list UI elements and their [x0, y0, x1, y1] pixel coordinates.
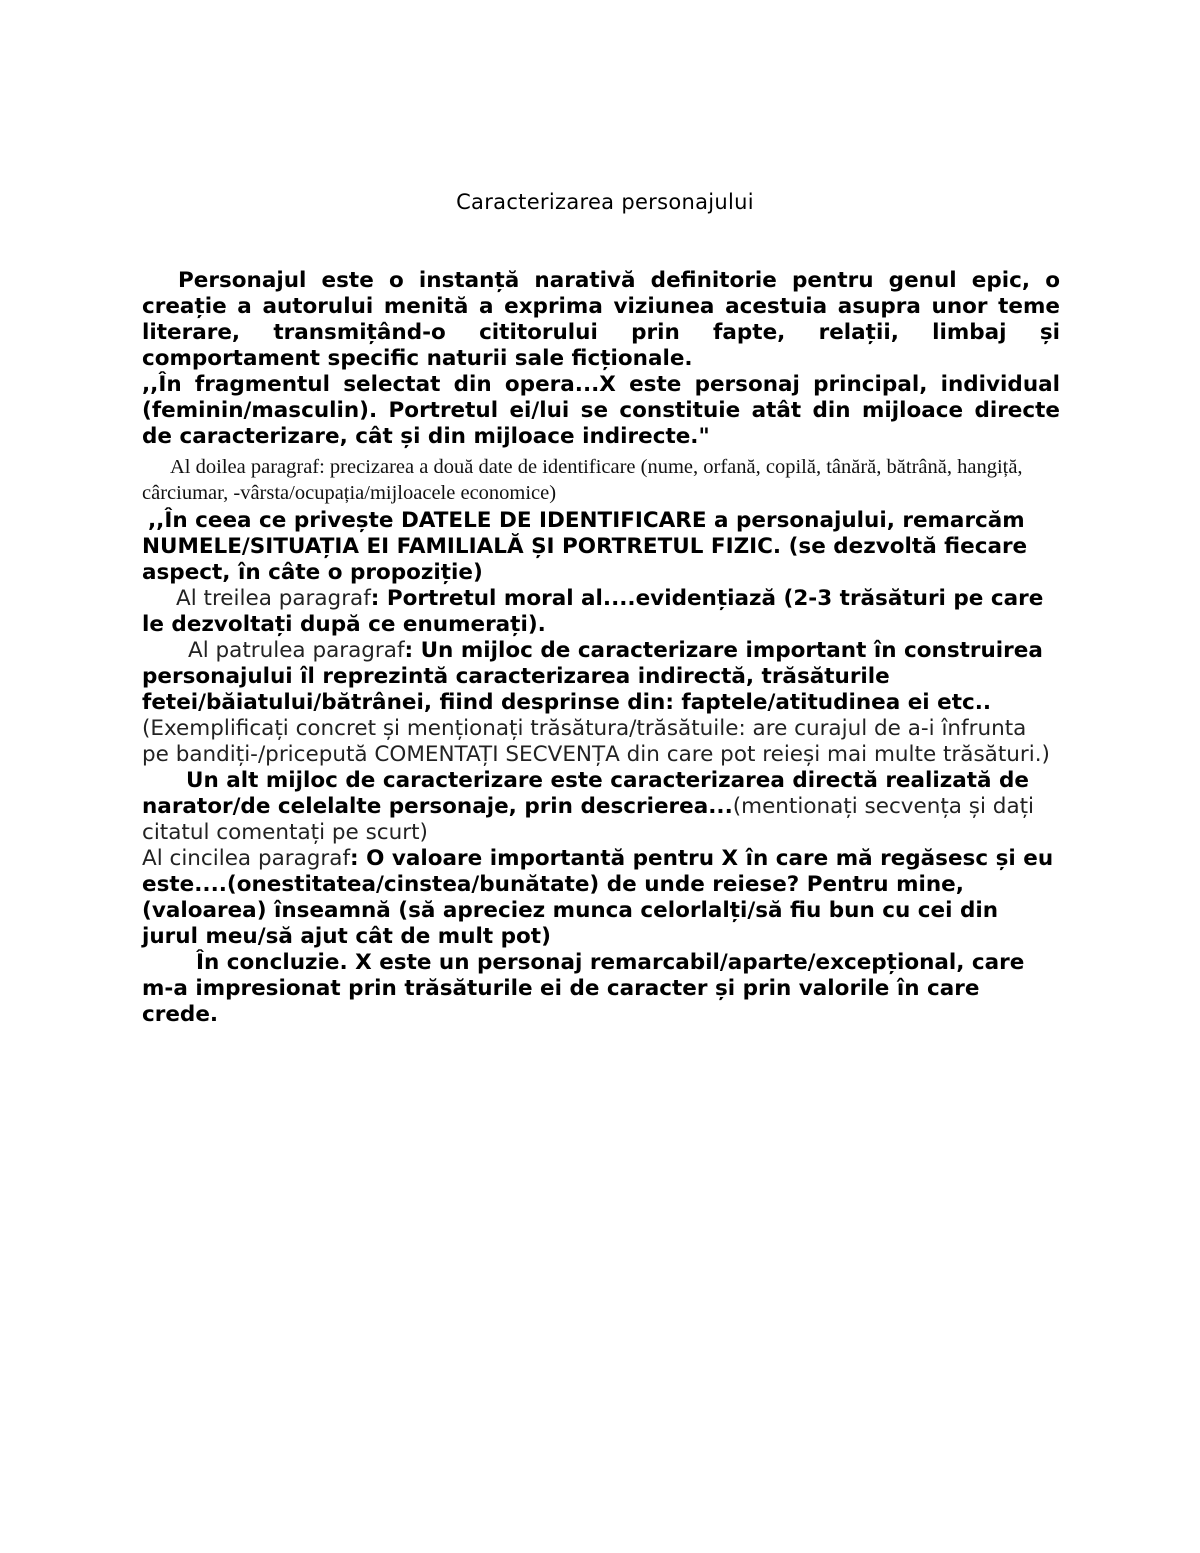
page-title: Caracterizarea personajului	[456, 190, 754, 214]
document-page	[142, 190, 1060, 1028]
paragraph-5-text: Un alt mijloc de caracterizare este caracterizarea directă realizată de narator/de celelalte personaje, prin descrierea...	[142, 768, 1030, 819]
paragraph-2-label: Al doilea paragraf: precizarea a două date de identificare (nume, orfană, copilă, tânără, bătrână, hangiță, cârciumar, -vârsta/ocupația/mijloacele economice)	[142, 456, 1023, 504]
paragraph-3-text: : Portretul moral al....evidențiază (2-3 trăsături pe care le dezvoltați după ce enumerați).	[142, 586, 1044, 637]
paragraph-5-note: (mentionați secvența și dați citatul comentați pe scurt)	[142, 794, 1035, 845]
paragraph-3-label: Al treilea paragraf	[176, 586, 371, 611]
paragraph-6	[142, 846, 1060, 950]
paragraph-4-text: : Un mijloc de caracterizare important în construirea personajului îl reprezintă caracterizarea indirectă, trăsăturile fetei/băiatului/bătrânei, fiind desprinse din: faptele/atitudinea ei etc..	[142, 638, 1043, 715]
paragraph-4-label: Al patrulea paragraf	[188, 638, 405, 663]
paragraph-1: ,,În fragmentul selectat din opera...X este personaj principal, individual (feminin/masculin). Portretul ei/lui se constituie atât din mijloace directe de caracterizare, cât și din mijloace indirecte."	[142, 372, 1060, 449]
intro-paragraph: Personajul este o instanță narativă definitorie pentru genul epic, o creație a autorului menită a exprima viziunea acestuia asupra unor teme literare, transmițând-o cititorului prin fapte, relații, limbaj și comportament specific naturii sale ficționale.	[142, 268, 1060, 371]
paragraph-6-text: : O valoare importantă pentru X în care mă regăsesc și eu este....(onestitatea/cinstea/bunătate) de unde reiese? Pentru mine, (valoarea) înseamnă (să apreciez munca celorlalți/să fiu bun cu cei din jurul meu/să ajut cât de mult pot)	[142, 846, 1054, 949]
paragraph-5	[142, 768, 1060, 846]
paragraph-6-label: Al cincilea paragraf	[142, 846, 351, 871]
conclusion-paragraph: În concluzie. X este un personaj remarcabil/aparte/excepțional, care m-a impresionat prin trăsăturile ei de caracter și prin valorile în care crede.	[142, 950, 1025, 1027]
paragraph-4-note: (Exemplificați concret și menționați trăsătura/trăsătuile: are curajul de a-i înfrunta pe bandiți-/pricepută COMENTAȚI SECVENȚA din care pot reieși mai multe trăsături.)	[142, 716, 1050, 767]
paragraph-2-text: ,,În ceea ce privește DATELE DE IDENTIFICARE a personajului, remarcăm NUMELE/SITUAȚIA EI FAMILIALĂ ȘI PORTRETUL FIZIC. (se dezvoltă fiecare aspect, în câte o propoziție)	[142, 508, 1028, 585]
paragraph-4	[142, 638, 1060, 768]
paragraph-3	[142, 586, 1060, 638]
